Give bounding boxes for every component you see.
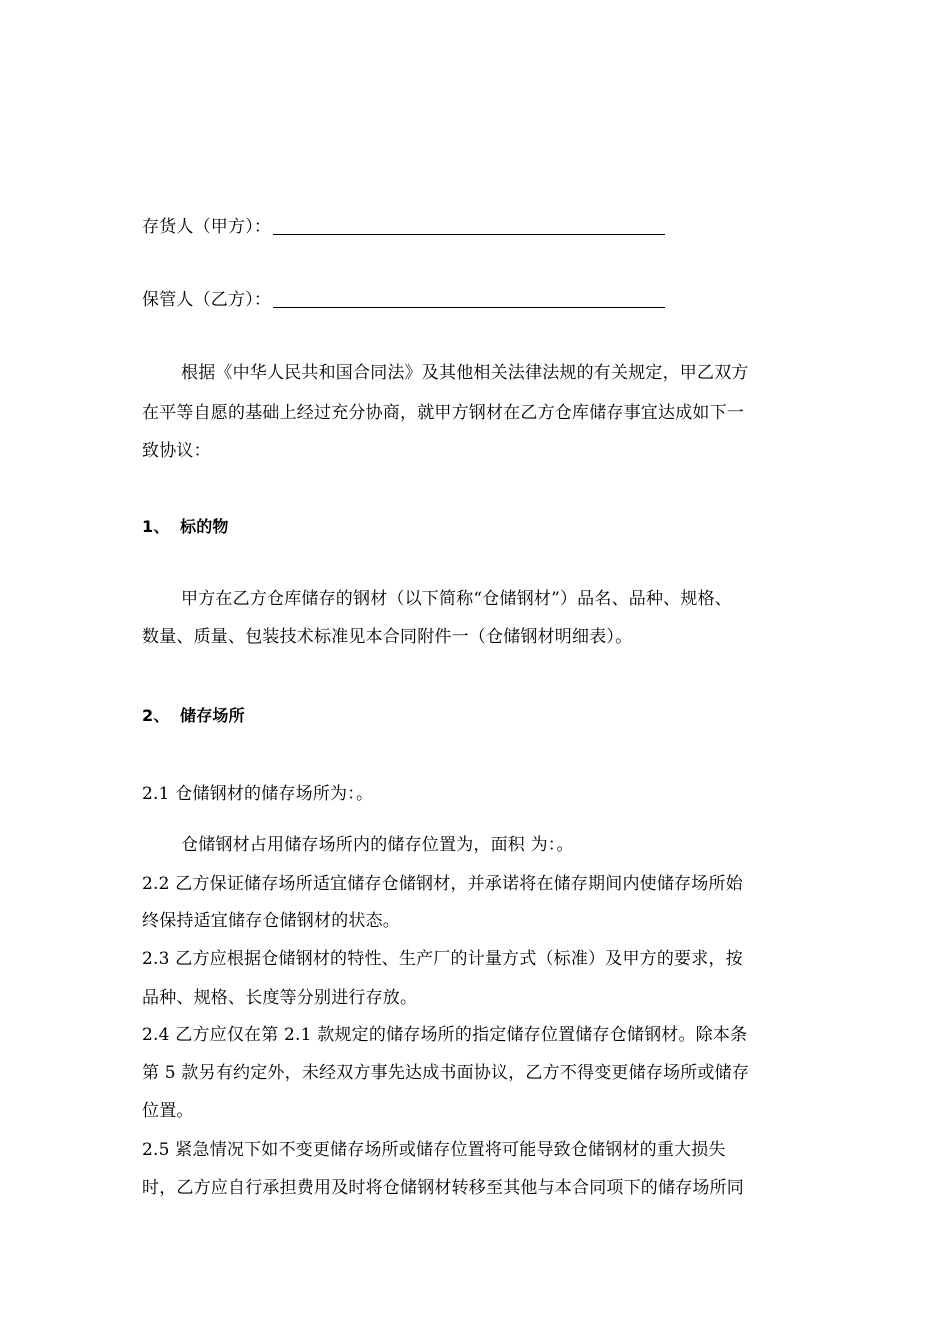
preamble-line: 根据《中华人民共和国合同法》及其他相关法律法规的有关规定，甲乙双方	[181, 363, 749, 383]
section1-line: 甲方在乙方仓库储存的钢材（以下简称“仓储钢材”）品名、品种、规格、	[181, 589, 732, 609]
section-title: 标的物	[180, 517, 229, 536]
section-number: 1、	[142, 517, 170, 536]
section-title: 储存场所	[180, 706, 245, 725]
section-number: 2、	[142, 706, 170, 725]
clause-2-1-cont: 仓储钢材占用储存场所内的储存位置为，面积 为：。	[181, 835, 574, 855]
section-heading-2	[142, 704, 822, 728]
keeper-label: 保管人（乙方）：	[142, 290, 272, 310]
depositor-blank	[273, 217, 665, 235]
clause-2-4: 2.4 乙方应仅在第 2.1 款规定的储存场所的指定储存位置储存仓储钢材。除本条	[142, 1025, 748, 1045]
clause-2-1: 2.1 仓储钢材的储存场所为：。	[142, 784, 374, 804]
clause-2-3: 2.3 乙方应根据仓储钢材的特性、生产厂的计量方式（标准）及甲方的要求，按	[142, 949, 743, 969]
clause-2-4: 位置。	[142, 1101, 194, 1121]
clause-2-5: 2.5 紧急情况下如不变更储存场所或储存位置将可能导致仓储钢材的重大损失	[142, 1140, 726, 1160]
section-heading-1	[142, 515, 822, 539]
preamble-line: 在平等自愿的基础上经过充分协商，就甲方钢材在乙方仓库储存事宜达成如下一	[142, 403, 744, 423]
clause-2-2: 2.2 乙方保证储存场所适宜储存仓储钢材，并承诺将在储存期间内使储存场所始	[142, 874, 743, 894]
section1-line: 数量、质量、包装技术标准见本合同附件一（仓储钢材明细表）。	[142, 627, 633, 647]
clause-2-2: 终保持适宜储存仓储钢材的状态。	[142, 911, 400, 931]
clause-2-5: 时，乙方应自行承担费用及时将仓储钢材转移至其他与本合同项下的储存场所同	[142, 1178, 744, 1198]
clause-2-3: 品种、规格、长度等分别进行存放。	[142, 988, 418, 1008]
depositor-label: 存货人（甲方）：	[142, 217, 272, 237]
preamble-line: 致协议：	[142, 441, 211, 461]
depositor-line	[142, 215, 822, 239]
clause-2-4: 第 5 款另有约定外，未经双方事先达成书面协议，乙方不得变更储存场所或储存	[142, 1063, 750, 1083]
keeper-line	[142, 288, 822, 312]
keeper-blank	[273, 290, 665, 308]
